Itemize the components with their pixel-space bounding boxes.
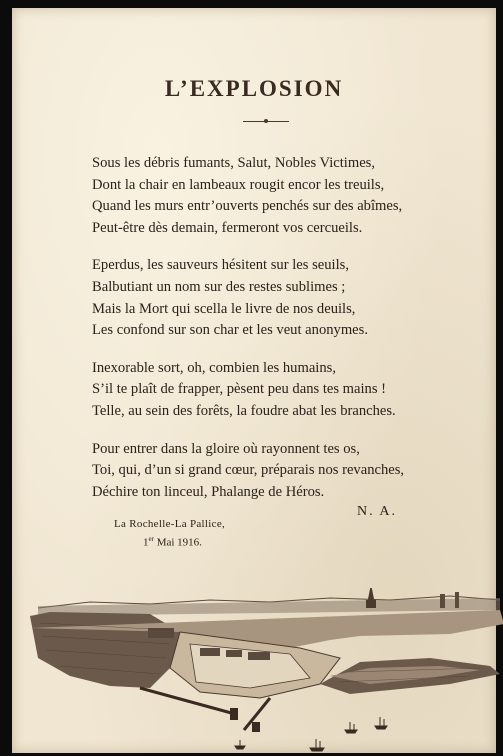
poem-line: Sous les débris fumants, Salut, Nobles Victimes, [92, 155, 376, 171]
stanza [92, 153, 472, 239]
date-line [143, 535, 202, 549]
poem-line: Déchire ton linceul, Phalange de Héros. [92, 483, 325, 500]
title-rule [243, 121, 289, 122]
poem-title: L’EXPLOSION [164, 76, 344, 101]
postcard [12, 8, 496, 753]
date-rest: Mai 1916. [153, 536, 202, 549]
poem-line: Pour entrer dans la gloire où rayonnent tes os, [92, 440, 360, 457]
stanza [92, 255, 472, 341]
poem-line: Eperdus, les sauveurs hésitent sur les seuils, [92, 257, 349, 274]
poem-body [92, 153, 472, 519]
poem-line: S’il te plaît de frapper, pèsent peu dans tes mains ! [92, 381, 387, 398]
stanza [92, 358, 472, 423]
stanza [92, 439, 472, 504]
poem-line: Quand les murs entr’ouverts penchés sur des abîmes, [92, 198, 403, 215]
author-signature: N. A. [357, 504, 397, 519]
poem-line: Inexorable sort, oh, combien les humains, [92, 359, 336, 376]
date-ordinal: er [148, 535, 154, 543]
harbor-illustration [30, 588, 503, 756]
poem-line: Telle, au sein des forêts, la foudre abat les branches. [92, 402, 396, 419]
poem-line: Balbutiant un nom sur des restes sublimes ; [92, 278, 346, 295]
poem-line: Toi, qui, d’un si grand cœur, préparais nos revanches, [92, 462, 405, 479]
poem-line: Peut-être dès demain, fermeront vos cercueils. [92, 219, 363, 236]
place-line: La Rochelle-La Pallice, [114, 518, 226, 530]
poem-line: Les confond sur son char et les veut anonymes. [92, 322, 368, 339]
poem-line: Mais la Mort qui scella le livre de nos deuils, [92, 300, 356, 317]
poem-line: Dont la chair en lambeaux rougit encor les treuils, [92, 176, 385, 193]
date-day: 1 [143, 536, 149, 549]
